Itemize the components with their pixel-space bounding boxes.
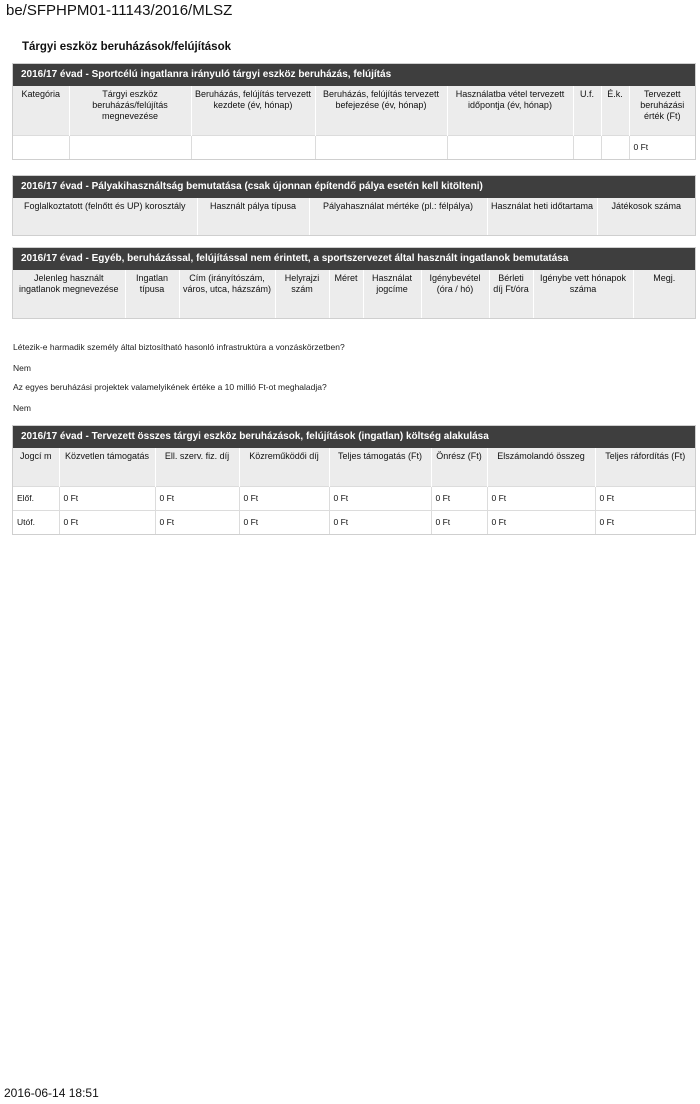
- table-cell: 0 Ft: [239, 486, 329, 510]
- column-header: Igénybevétel (óra / hó): [421, 270, 489, 318]
- table-cell: 0 Ft: [155, 510, 239, 534]
- column-header: É.k.: [601, 86, 629, 135]
- column-header: Tervezett beruházási érték (Ft): [629, 86, 695, 135]
- investment-panel: [12, 63, 696, 160]
- column-header: Beruházás, felújítás tervezett befejezése (év, hónap): [315, 86, 447, 135]
- table-row: [13, 486, 695, 510]
- column-header: U.f.: [573, 86, 601, 135]
- question-third-party-infrastructure: Létezik-e harmadik személy által biztosítható hasonló infrastruktúra a vonzáskörzetben?: [13, 342, 345, 352]
- pitch-usage-table: [13, 198, 695, 235]
- table-cell: [69, 135, 191, 159]
- column-header: Használatba vétel tervezett időpontja (év, hónap): [447, 86, 573, 135]
- table-cell: 0 Ft: [59, 486, 155, 510]
- table-cell: [13, 135, 69, 159]
- column-header: Közreműködői díj: [239, 448, 329, 486]
- column-header: Jelenleg használt ingatlanok megnevezése: [13, 270, 125, 318]
- table-cell: 0 Ft: [595, 486, 695, 510]
- table-row: [13, 135, 695, 159]
- table-cell: Utóf.: [13, 510, 59, 534]
- column-header: Igénybe vett hónapok száma: [533, 270, 633, 318]
- table-cell: 0 Ft: [239, 510, 329, 534]
- column-header: Közvetlen támogatás: [59, 448, 155, 486]
- column-header: Teljes ráfordítás (Ft): [595, 448, 695, 486]
- table-cell: 0 Ft: [431, 486, 487, 510]
- table-cell: [315, 135, 447, 159]
- pitch-usage-panel-title: 2016/17 évad - Pályakihasználtság bemutatása (csak újonnan építendő pálya esetén kell kitölteni): [13, 176, 695, 198]
- column-header: Méret: [329, 270, 363, 318]
- column-header: Bérleti díj Ft/óra: [489, 270, 533, 318]
- column-header: Cím (irányítószám, város, utca, házszám): [179, 270, 275, 318]
- table-cell: [601, 135, 629, 159]
- table-cell: 0 Ft: [329, 510, 431, 534]
- table-cell: 0 Ft: [59, 510, 155, 534]
- pitch-usage-panel: [12, 175, 696, 236]
- answer-third-party-infrastructure: Nem: [13, 363, 31, 373]
- column-header: Jogcí m: [13, 448, 59, 486]
- cost-panel: [12, 425, 696, 535]
- print-timestamp: 2016-06-14 18:51: [4, 1086, 99, 1100]
- table-cell: 0 Ft: [629, 135, 695, 159]
- investment-table: [13, 86, 695, 159]
- column-header: Önrész (Ft): [431, 448, 487, 486]
- column-header: Használt pálya típusa: [197, 198, 309, 235]
- answer-ten-million-threshold: Nem: [13, 403, 31, 413]
- table-cell: 0 Ft: [487, 486, 595, 510]
- table-cell: [573, 135, 601, 159]
- table-cell: [191, 135, 315, 159]
- column-header: Használat heti időtartama: [487, 198, 597, 235]
- column-header: Használat jogcíme: [363, 270, 421, 318]
- column-header: Foglalkoztatott (felnőtt és UP) korosztály: [13, 198, 197, 235]
- question-ten-million-threshold: Az egyes beruházási projektek valamelyikének értéke a 10 millió Ft-ot meghaladja?: [13, 382, 327, 392]
- table-cell: 0 Ft: [329, 486, 431, 510]
- table-row: [13, 510, 695, 534]
- investment-panel-title: 2016/17 évad - Sportcélú ingatlanra irányuló tárgyi eszköz beruházás, felújítás: [13, 64, 695, 86]
- column-header: Beruházás, felújítás tervezett kezdete (év, hónap): [191, 86, 315, 135]
- cost-table: [13, 448, 695, 534]
- column-header: Elszámolandó összeg: [487, 448, 595, 486]
- page-title: Tárgyi eszköz beruházások/felújítások: [22, 41, 231, 53]
- table-cell: 0 Ft: [487, 510, 595, 534]
- column-header: Pályahasználat mértéke (pl.: félpálya): [309, 198, 487, 235]
- column-header: Teljes támogatás (Ft): [329, 448, 431, 486]
- column-header: Helyrajzi szám: [275, 270, 329, 318]
- column-header: Megj.: [633, 270, 695, 318]
- table-cell: 0 Ft: [431, 510, 487, 534]
- other-properties-table: [13, 270, 695, 318]
- other-properties-panel-title: 2016/17 évad - Egyéb, beruházással, felújítással nem érintett, a sportszervezet által használt ingatlanok bemutatása: [13, 248, 695, 270]
- column-header: Kategória: [13, 86, 69, 135]
- cost-panel-title: 2016/17 évad - Tervezett összes tárgyi eszköz beruházások, felújítások (ingatlan) költség alakulása: [13, 426, 695, 448]
- other-properties-panel: [12, 247, 696, 319]
- table-cell: 0 Ft: [155, 486, 239, 510]
- table-cell: Előf.: [13, 486, 59, 510]
- table-cell: 0 Ft: [595, 510, 695, 534]
- table-cell: [447, 135, 573, 159]
- document-id: be/SFPHPM01-11143/2016/MLSZ: [6, 2, 233, 19]
- column-header: Tárgyi eszköz beruházás/felújítás megnevezése: [69, 86, 191, 135]
- column-header: Ell. szerv. fiz. díj: [155, 448, 239, 486]
- column-header: Ingatlan típusa: [125, 270, 179, 318]
- column-header: Játékosok száma: [597, 198, 695, 235]
